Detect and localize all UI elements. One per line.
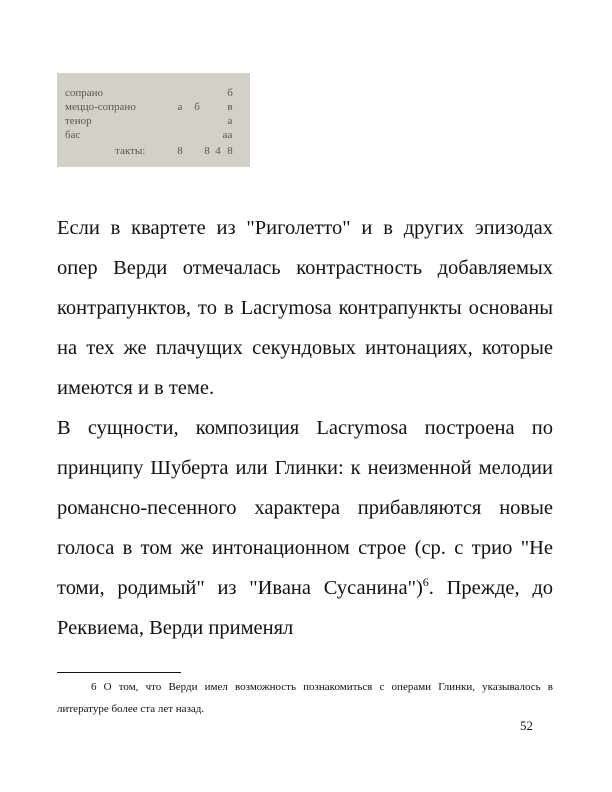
scheme-bars-label: такты:	[115, 145, 146, 157]
scheme-row	[57, 115, 250, 129]
scheme-voice-label: тенор	[65, 115, 92, 127]
main-text	[57, 208, 553, 648]
scheme-mark: 8	[227, 145, 233, 157]
scheme-mark: а	[177, 101, 183, 113]
paragraph	[57, 408, 553, 648]
scheme-row	[57, 145, 250, 159]
paragraph	[57, 208, 553, 408]
scheme-mark: б	[227, 87, 233, 99]
scheme-mark: 8	[177, 145, 183, 157]
paragraph-text: В сущности, композиция Lacrymosa построена по принципу Шуберта или Глинки: к неизменной мелодии романсно-песенного характера прибавляются новые голоса в том же интонационном строе (ср. с трио "Не томи, родимый" из "Ивана Сусанина")	[57, 417, 553, 599]
scheme-mark: а	[227, 115, 233, 127]
footnote-separator	[57, 672, 181, 673]
voice-scheme-image	[57, 73, 250, 167]
footnote-text: 6 О том, что Верди имел возможность познакомиться с операми Глинки, указывалось в литературе более ста лет назад.	[57, 681, 553, 715]
paragraph-text-tail: . Прежде, до Реквиема, Верди применял	[57, 577, 553, 639]
scheme-mark: б	[194, 101, 200, 113]
footnote-reference[interactable]: 6	[422, 575, 429, 589]
scheme-voice-label: сопрано	[65, 87, 104, 99]
scheme-mark: а	[227, 129, 233, 141]
scheme-voice-label: меццо-сопрано	[65, 101, 136, 113]
scheme-row	[57, 101, 250, 115]
scheme-row	[57, 129, 250, 143]
scheme-mark: 8	[204, 145, 210, 157]
scheme-row	[57, 87, 250, 101]
scheme-voice-label: бас	[65, 129, 81, 141]
scheme-mark: в	[227, 101, 233, 113]
page-number: 52	[520, 718, 533, 733]
scheme-mark: а	[222, 129, 228, 141]
footnote	[57, 676, 553, 720]
scheme-mark: 4	[215, 145, 221, 157]
paragraph-text: Если в квартете из "Риголетто" и в других эпизодах опер Верди отмечалась контрастность добавляемых контрапунктов, то в Lacrymosa контрапункты основаны на тех же плачущих секундовых интонациях, которые имеются и в теме.	[57, 217, 553, 399]
